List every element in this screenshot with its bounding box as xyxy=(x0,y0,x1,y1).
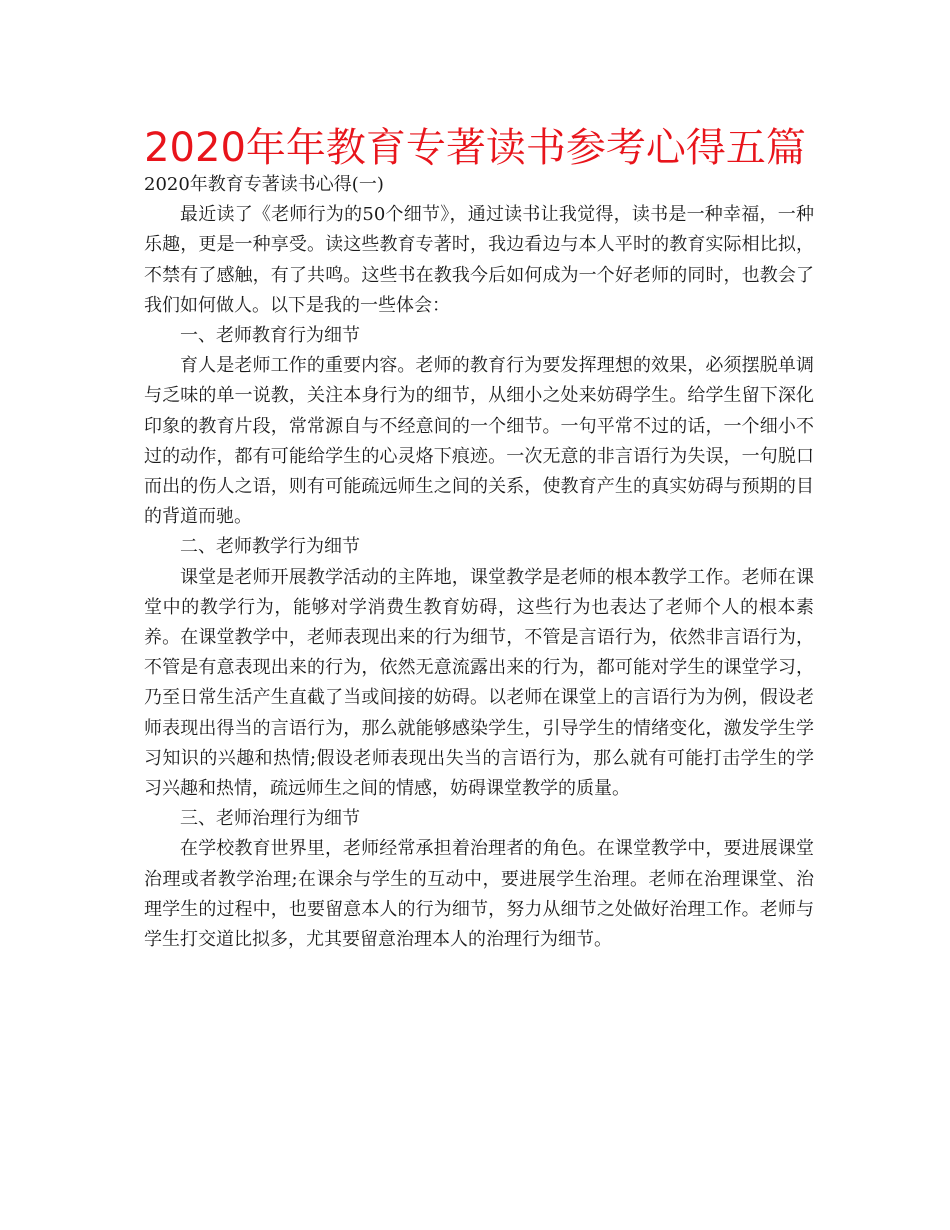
document-title: 2020年年教育专著读书参考心得五篇 xyxy=(144,125,806,171)
section-heading-1: 一、老师教育行为细节 xyxy=(180,325,360,347)
document-body xyxy=(144,170,814,955)
section-heading-3: 三、老师治理行为细节 xyxy=(180,808,360,830)
section-subtitle: 2020年教育专著读书心得(一) xyxy=(144,174,384,195)
paragraph-intro: 最近读了《老师行为的50个细节》，通过读书让我觉得，读书是一种幸福，一种乐趣，更是一种享受。读这些教育专著时，我边看边与本人平时的教育实际相比拟，不禁有了感触，有了共鸣。这些书在教我今后如何成为一个好老师的同时，也教会了我们如何做人。以下是我的一些体会： xyxy=(144,204,814,316)
paragraph-3: 在学校教育世界里，老师经常承担着治理者的角色。在课堂教学中，要进展课堂治理或者教学治理;在课余与学生的互动中，要进展学生治理。老师在治理课堂、治理学生的过程中，也要留意本人的行为细节，努力从细节之处做好治理工作。老师与学生打交道比拟多，尤其要留意治理本人的治理行为细节。 xyxy=(144,838,814,951)
paragraph-2: 课堂是老师开展教学活动的主阵地，课堂教学是老师的根本教学工作。老师在课堂中的教学行为，能够对学消费生教育妨碍，这些行为也表达了老师个人的根本素养。在课堂教学中，老师表现出来的行为细节，不管是言语行为，依然非言语行为，不管是有意表现出来的行为，依然无意流露出来的行为，都可能对学生的课堂学习，乃至日常生活产生直截了当或间接的妨碍。以老师在课堂上的言语行为为例，假设老师表现出得当的言语行为，那么就能够感染学生，引导学生的情绪变化，激发学生学习知识的兴趣和热情;假设老师表现出失当的言语行为，那么就有可能打击学生的学习兴趣和热情，疏远师生之间的情感，妨碍课堂教学的质量。 xyxy=(144,566,814,800)
section-heading-2: 二、老师教学行为细节 xyxy=(180,536,360,558)
paragraph-1: 育人是老师工作的重要内容。老师的教育行为要发挥理想的效果，必须摆脱单调与乏味的单一说教，关注本身行为的细节，从细小之处来妨碍学生。给学生留下深化印象的教育片段，常常源自与不经意间的一个细节。一句平常不过的话，一个细小不过的动作，都有可能给学生的心灵烙下痕迹。一次无意的非言语行为失误，一句脱口而出的伤人之语，则有可能疏远师生之间的关系，使教育产生的真实妨碍与预期的目的背道而驰。 xyxy=(144,355,814,528)
